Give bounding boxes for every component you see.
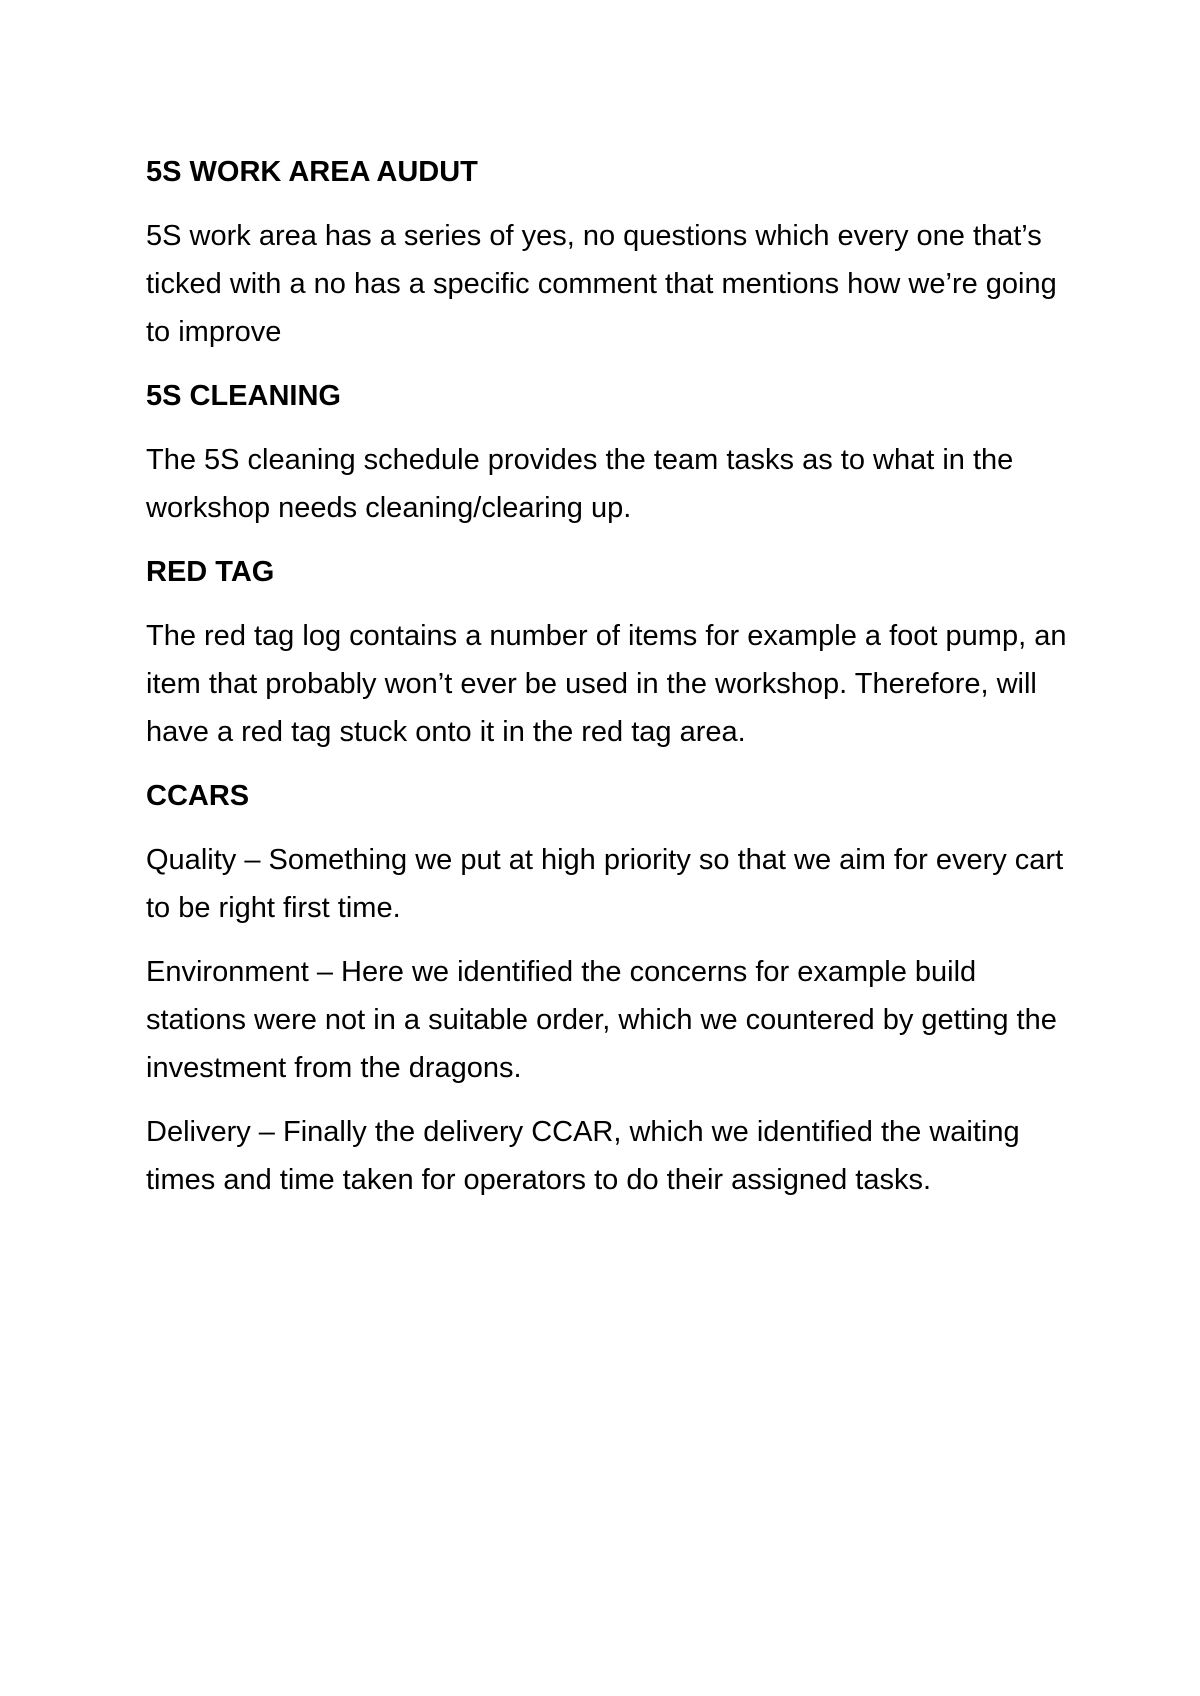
paragraph-red-tag: The red tag log contains a number of items for example a foot pump, an item that probably won’t ever be used in the workshop. Therefore, will have a red tag stuck onto it in the red tag area.	[146, 620, 1067, 748]
paragraph-work-area-audit: 5S work area has a series of yes, no questions which every one that’s ticked with a no has a specific comment that mentions how we’re going to improve	[146, 220, 1057, 348]
paragraph-delivery: Delivery – Finally the delivery CCAR, which we identified the waiting times and time taken for operators to do their assigned tasks.	[146, 1116, 1020, 1196]
heading-work-area-audit: 5S WORK AREA AUDUT	[146, 156, 478, 188]
paragraph-environment: Environment – Here we identified the concerns for example build stations were not in a suitable order, which we countered by getting the investment from the dragons.	[146, 956, 1057, 1084]
heading-ccars: CCARS	[146, 780, 250, 812]
heading-cleaning: 5S CLEANING	[146, 380, 341, 412]
heading-red-tag: RED TAG	[146, 556, 275, 588]
document-page	[146, 148, 1076, 1220]
paragraph-quality: Quality – Something we put at high priority so that we aim for every cart to be right first time.	[146, 844, 1064, 924]
paragraph-cleaning: The 5S cleaning schedule provides the team tasks as to what in the workshop needs cleaning/clearing up.	[146, 444, 1014, 524]
